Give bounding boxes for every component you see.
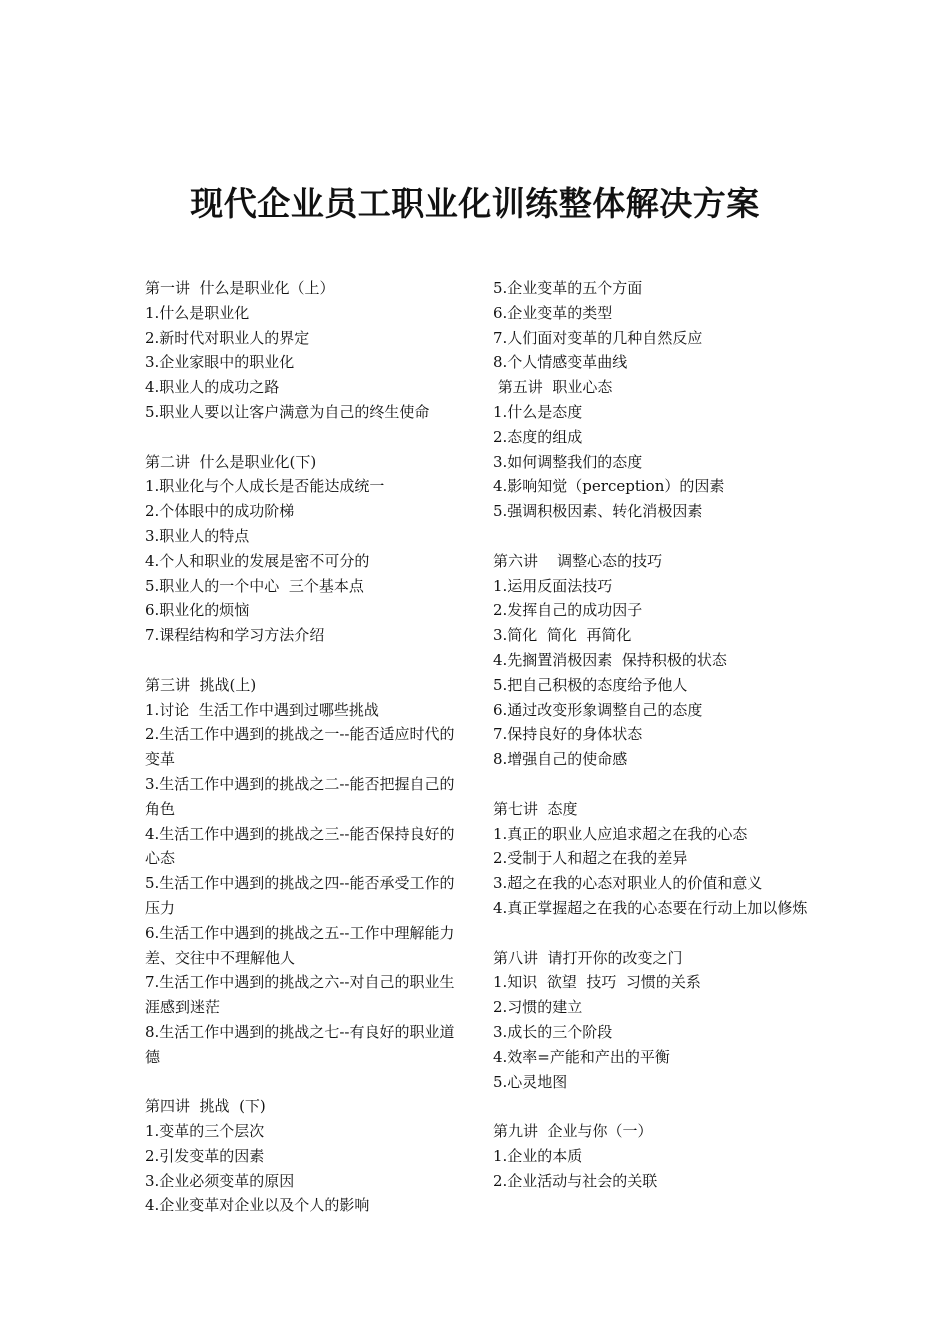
list-item: 5.生活工作中遇到的挑战之四--能否承受工作的压力 [145, 874, 455, 917]
lecture-heading: 第八讲 请打开你的改变之门 [493, 948, 683, 967]
list-item: 8.生活工作中遇到的挑战之七--有良好的职业道德 [145, 1022, 455, 1066]
list-item: 5.职业人的一个中心 三个基本点 [145, 576, 364, 595]
lecture-heading: 第三讲 挑战(上) [145, 675, 257, 694]
lecture-heading: 第一讲 什么是职业化（上） [145, 279, 335, 297]
list-item: 5.心灵地图 [493, 1072, 568, 1091]
list-item: 1.知识 欲望 技巧 习惯的关系 [493, 973, 701, 992]
list-item: 2.新时代对职业人的界定 [145, 328, 310, 347]
list-item: 4.生活工作中遇到的挑战之三--能否保持良好的心态 [145, 824, 455, 868]
list-item: 5.企业变革的五个方面 [493, 279, 643, 297]
list-item: 2.发挥自己的成功因子 [493, 601, 643, 620]
list-item: 3.生活工作中遇到的挑战之二--能否把握自己的角色 [145, 774, 455, 818]
list-item: 1.真正的职业人应追求超之在我的心态 [493, 824, 748, 843]
lecture-heading: 第二讲 什么是职业化(下) [145, 452, 317, 471]
list-item: 1.什么是职业化 [145, 303, 250, 322]
list-item: 4.职业人的成功之路 [145, 378, 280, 397]
list-item: 5.强调积极因素、转化消极因素 [493, 502, 703, 521]
document-title: 现代企业员工职业化训练整体解决方案 [190, 184, 760, 223]
list-item: 8.增强自己的使命感 [493, 750, 628, 769]
list-item: 2.态度的组成 [493, 427, 583, 446]
list-item: 6.生活工作中遇到的挑战之五--工作中理解能力差、交往中不理解他人 [145, 923, 455, 967]
list-item: 1.讨论 生活工作中遇到过哪些挑战 [145, 700, 379, 719]
list-item: 2.受制于人和超之在我的差异 [493, 849, 688, 868]
lecture-heading: 第五讲 职业心态 [493, 378, 613, 397]
list-item: 7.人们面对变革的几种自然反应 [493, 328, 703, 347]
list-item: 1.职业化与个人成长是否能达成统一 [145, 477, 385, 496]
blank-line [493, 524, 813, 549]
list-item: 4.影响知觉（perception）的因素 [493, 477, 725, 496]
list-item: 6.通过改变形象调整自己的态度 [493, 700, 703, 719]
list-item: 6.职业化的烦恼 [145, 601, 250, 620]
lecture-heading: 第七讲 态度 [493, 799, 578, 818]
list-item: 1.什么是态度 [493, 402, 583, 421]
list-item: 2.生活工作中遇到的挑战之一--能否适应时代的变革 [145, 725, 455, 769]
left-column [145, 276, 463, 1218]
list-item: 7.保持良好的身体状态 [493, 725, 643, 744]
blank-line [493, 921, 813, 946]
list-item: 3.如何调整我们的态度 [493, 452, 643, 471]
list-item: 3.企业家眼中的职业化 [145, 353, 295, 372]
blank-line [493, 772, 813, 797]
list-item: 3.职业人的特点 [145, 526, 250, 545]
list-item: 3.企业必须变革的原因 [145, 1171, 295, 1190]
list-item: 4.先搁置消极因素 保持积极的状态 [493, 650, 727, 669]
list-item: 4.个人和职业的发展是密不可分的 [145, 551, 370, 570]
list-item: 5.把自己积极的态度给予他人 [493, 675, 688, 694]
list-item: 3.成长的三个阶段 [493, 1022, 613, 1041]
list-item: 2.引发变革的因素 [145, 1146, 265, 1165]
lecture-heading: 第六讲 调整心态的技巧 [493, 551, 663, 570]
blank-line [493, 1094, 813, 1119]
lecture-heading: 第九讲 企业与你（一） [493, 1122, 653, 1141]
list-item: 2.习惯的建立 [493, 998, 583, 1017]
list-item: 1.变革的三个层次 [145, 1122, 265, 1141]
list-item: 4.效率=产能和产出的平衡 [493, 1047, 670, 1066]
list-item: 4.真正掌握超之在我的心态要在行动上加以修炼 [493, 898, 808, 917]
list-item: 1.企业的本质 [493, 1146, 583, 1165]
list-item: 8.个人情感变革曲线 [493, 353, 628, 372]
list-item: 4.企业变革对企业以及个人的影响 [145, 1196, 370, 1215]
list-item: 6.企业变革的类型 [493, 303, 613, 322]
list-item: 7.课程结构和学习方法介绍 [145, 626, 325, 645]
list-item: 7.生活工作中遇到的挑战之六--对自己的职业生涯感到迷茫 [145, 973, 455, 1017]
right-column [493, 276, 813, 1193]
list-item: 2.企业活动与社会的关联 [493, 1171, 658, 1190]
list-item: 1.运用反面法技巧 [493, 576, 613, 595]
blank-line [145, 648, 463, 673]
list-item: 5.职业人要以让客户满意为自己的终生使命 [145, 402, 430, 421]
list-item: 2.个体眼中的成功阶梯 [145, 502, 295, 521]
blank-line [145, 425, 463, 450]
list-item: 3.简化 简化 再简化 [493, 626, 632, 645]
blank-line [145, 1070, 463, 1095]
lecture-heading: 第四讲 挑战 (下) [145, 1097, 266, 1116]
list-item: 3.超之在我的心态对职业人的价值和意义 [493, 874, 763, 893]
